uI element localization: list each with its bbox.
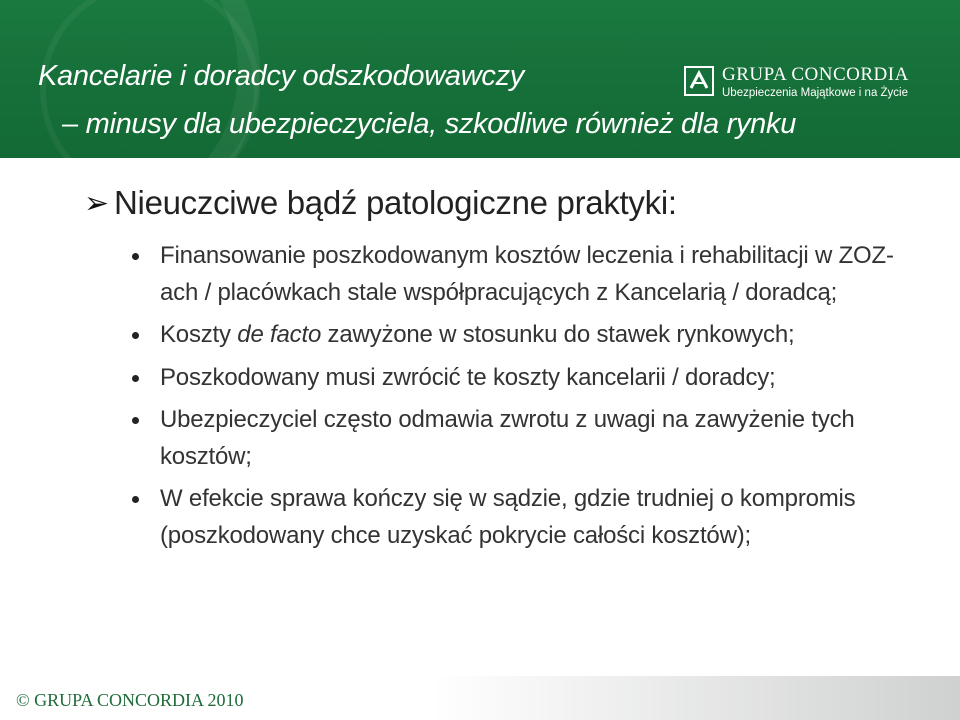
list-item-text-italic: de facto bbox=[237, 321, 322, 348]
list-item-text-before: Koszty bbox=[160, 321, 238, 348]
list-item bbox=[130, 481, 920, 554]
bullet-dot-icon bbox=[132, 496, 139, 503]
list-item-text: W efekcie sprawa kończy się w sądzie, gdzie trudniej o kompromis (poszkodowany chce uzyskać pokrycie całości kosztów); bbox=[160, 485, 856, 549]
section-heading-text: Nieuczciwe bądź patologiczne praktyki: bbox=[114, 184, 677, 221]
list-item-text: Ubezpieczyciel często odmawia zwrotu z uwagi na zawyżenie tych kosztów; bbox=[160, 406, 855, 470]
list-item-text-after: zawyżone w stosunku do stawek rynkowych; bbox=[321, 321, 795, 348]
list-item bbox=[130, 402, 920, 475]
section-heading bbox=[84, 184, 677, 222]
logo-name: GRUPA CONCORDIA bbox=[722, 64, 909, 85]
list-item bbox=[130, 360, 920, 397]
bullet-dot-icon bbox=[132, 253, 139, 260]
list-item bbox=[130, 238, 920, 311]
slide-title-line1: Kancelarie i doradcy odszkodowawczy bbox=[38, 60, 524, 92]
bullet-dot-icon bbox=[132, 417, 139, 424]
slide-title-line2: – minusy dla ubezpieczyciela, szkodliwe również dla rynku bbox=[62, 108, 797, 140]
list-item-text: Poszkodowany musi zwrócić te koszty kancelarii / doradcy; bbox=[160, 363, 776, 391]
logo-tagline: Ubezpieczenia Majątkowe i na Życie bbox=[722, 87, 909, 99]
list-item bbox=[130, 317, 920, 354]
arrow-bullet-icon: ➢ bbox=[84, 187, 109, 220]
bullet-dot-icon bbox=[132, 375, 139, 382]
bullet-list bbox=[130, 238, 920, 560]
footer-copyright: © GRUPA CONCORDIA 2010 bbox=[16, 690, 244, 710]
bullet-dot-icon bbox=[132, 332, 139, 339]
list-item-text: Finansowanie poszkodowanym kosztów leczenia i rehabilitacji w ZOZ-ach / placówkach stale współpracujących z Kancelarią / doradcą; bbox=[160, 242, 894, 306]
